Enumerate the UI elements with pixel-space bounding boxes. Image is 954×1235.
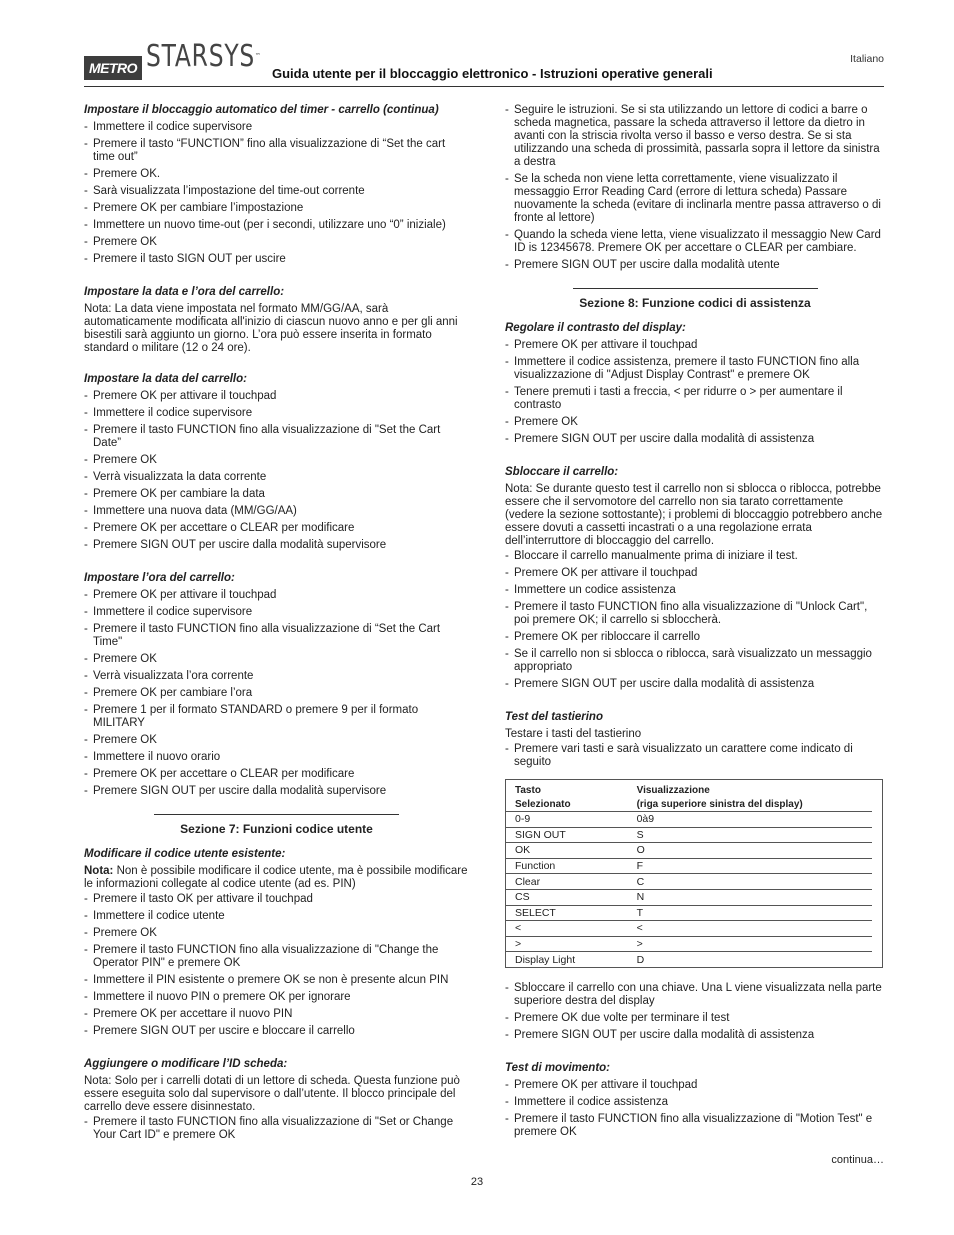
step-list: [505, 104, 885, 272]
list-item: - Premere OK: [84, 236, 469, 249]
list-item: - Immettere il codice supervisore: [84, 407, 469, 420]
section-heading: Impostare l’ora del carrello:: [84, 572, 235, 584]
section-heading: Impostare la data e l’ora del carrello:: [84, 286, 285, 298]
list-item: - Premere OK: [84, 653, 469, 666]
section-heading: Modificare il codice utente esistente:: [84, 848, 286, 860]
step-list: [505, 339, 885, 446]
note-text: Nota: Solo per i carrelli dotati di un lettore di scheda. Questa funzione può essere eseguita solo dal supervisore o dall’utente. Il blocco principale del carrello deve essere disinnestato.: [84, 1075, 460, 1113]
list-item: - Premere OK per cambiare la data: [84, 488, 469, 501]
document-title: Guida utente per il bloccaggio elettronico - Istruzioni operative generali: [272, 66, 713, 81]
step-list: [505, 550, 885, 691]
list-item: - Premere OK per attivare il touchpad: [84, 589, 469, 602]
table-header: (riga superiore sinistra del display): [629, 797, 872, 812]
step-list: [505, 982, 885, 1042]
starsys-logo: STARSYS™: [146, 39, 262, 74]
step-list: [84, 390, 469, 552]
list-item: - Se il carrello non si sblocca o riblocca, sarà visualizzato un messaggio appropriato: [505, 648, 885, 674]
section-heading: Impostare la data del carrello:: [84, 373, 247, 385]
display-cell: 0à9: [629, 812, 872, 828]
list-item: - Immettere il codice utente: [84, 910, 469, 923]
list-item: - Immettere un codice assistenza: [505, 584, 885, 597]
list-item: - Immettere il nuovo PIN o premere OK per ignorare: [84, 991, 469, 1004]
list-item: - Premere OK: [84, 734, 469, 747]
key-cell: <: [506, 921, 629, 937]
metro-logo: METRO: [84, 56, 142, 80]
keypad-table: [505, 779, 883, 968]
list-item: - Premere OK per attivare il touchpad: [505, 567, 885, 580]
list-item: - Immettere il nuovo orario: [84, 751, 469, 764]
list-item: - Premere SIGN OUT per uscire dalla modalità di assistenza: [505, 678, 885, 691]
list-item: - Verrà visualizzata l’ora corrente: [84, 670, 469, 683]
key-cell: Display Light: [515, 953, 576, 966]
table-row: [506, 828, 882, 844]
step-list: [84, 589, 469, 798]
list-item: - Premere OK: [505, 416, 885, 429]
list-item: - Bloccare il carrello manualmente prima di iniziare il test.: [505, 550, 885, 563]
step-list: [84, 1116, 469, 1142]
list-item: - Premere SIGN OUT per uscire dalla modalità di assistenza: [505, 433, 885, 446]
list-item: - Premere OK: [84, 454, 469, 467]
list-item: - Premere il tasto FUNCTION fino alla visualizzazione di "Set or Change Your Cart ID" e premere OK: [84, 1116, 469, 1142]
step-list: [505, 743, 885, 769]
list-item: - Premere OK per cambiare l’impostazione: [84, 202, 469, 215]
table-row: [506, 906, 882, 922]
section-7-title: Sezione 7: Funzioni codice utente: [180, 822, 373, 836]
list-item: - Immettere il codice supervisore: [84, 606, 469, 619]
key-cell: Function: [506, 859, 629, 875]
table-row: [506, 812, 882, 828]
display-cell: >: [629, 937, 872, 953]
list-item: - Premere OK per attivare il touchpad: [505, 1079, 885, 1092]
list-item: - Premere SIGN OUT per uscire dalla modalità supervisore: [84, 539, 469, 552]
section-heading: Aggiungere o modificare l’ID scheda:: [84, 1058, 288, 1070]
page-number: 23: [470, 1176, 484, 1188]
note-text: Nota: Se durante questo test il carrello non si sblocca o riblocca, potrebbe essere che il servomotore del carrello non sia tarato correttamente (vedere la sezione sottostante); i problemi di bloccaggio potrebbero anche essere dovuti a cassetti incastrati o a una regolazione errata dell’interruttore di bloccaggio del carrello.: [505, 483, 883, 547]
list-item: - Premere SIGN OUT per uscire dalla modalità di assistenza: [505, 1029, 885, 1042]
key-cell: 0-9: [506, 812, 629, 828]
step-list: [84, 121, 469, 266]
list-item: - Premere OK per accettare o CLEAR per modificare: [84, 522, 469, 535]
display-cell: <: [629, 921, 872, 937]
step-list: [505, 1079, 885, 1139]
list-item: - Premere OK per attivare il touchpad: [84, 390, 469, 403]
list-item: - Premere OK per accettare o CLEAR per modificare: [84, 768, 469, 781]
list-item: - Premere OK due volte per terminare il test: [505, 1012, 885, 1025]
list-item: - Immettere un nuovo time-out (per i secondi, utilizzare uno “0” iniziale): [84, 219, 469, 232]
table-header: Visualizzazione: [636, 784, 710, 796]
list-item: - Premere OK.: [84, 168, 469, 181]
list-item: - Sarà visualizzata l’impostazione del time-out corrente: [84, 185, 469, 198]
table-row: [506, 890, 882, 906]
section-divider: [154, 814, 399, 815]
list-item: - Immettere una nuova data (MM/GG/AA): [84, 505, 469, 518]
list-item: - Premere il tasto SIGN OUT per uscire: [84, 253, 469, 266]
display-cell: N: [629, 890, 872, 906]
list-item: - Premere SIGN OUT per uscire dalla modalità utente: [505, 259, 885, 272]
header-divider: [84, 86, 884, 87]
section-heading: Regolare il contrasto del display:: [505, 322, 686, 334]
section-heading: Sbloccare il carrello:: [505, 466, 619, 478]
language-label: Italiano: [850, 53, 884, 65]
list-item: - Premere OK per attivare il touchpad: [505, 339, 885, 352]
list-item: - Premere OK per cambiare l’ora: [84, 687, 469, 700]
list-item: - Se la scheda non viene letta correttamente, viene visualizzato il messaggio Error Reading Card (errore di lettura scheda) Passare nuovamente la scheda (evitare di inclinarla mentre passa attraverso o di fronte al lettore): [505, 173, 885, 225]
note-text: Nota: La data viene impostata nel formato MM/GG/AA, sarà automaticamente modificata all'inizio di ciascun nuovo anno e per gli anni bisestili sarà aggiunto un giorno. L’ora può essere inserita in formato standard o militare (12 o 24 ore).: [84, 303, 458, 354]
key-cell: Clear: [506, 874, 629, 890]
section-heading: Impostare il bloccaggio automatico del timer - carrello (continua): [84, 104, 439, 116]
list-item: - Immettere il codice assistenza, premere il tasto FUNCTION fino alla visualizzazione di "Adjust Display Contrast" e premere OK: [505, 356, 885, 382]
key-cell: >: [506, 937, 629, 953]
right-column: [505, 104, 885, 1143]
continued-label: continua…: [831, 1154, 884, 1166]
display-cell: O: [629, 843, 872, 859]
section-divider: [573, 288, 818, 289]
display-cell: C: [629, 874, 872, 890]
list-item: - Tenere premuti i tasti a freccia, < per ridurre o > per aumentare il contrasto: [505, 386, 885, 412]
section-8-title: Sezione 8: Funzione codici di assistenza: [579, 296, 811, 310]
display-cell: F: [629, 859, 872, 875]
list-item: - Premere vari tasti e sarà visualizzato un carattere come indicato di seguito: [505, 743, 885, 769]
list-item: - Seguire le istruzioni. Se si sta utilizzando un lettore di codici a barre o scheda magnetica, passare la scheda attraverso il lettore da dietro in avanti con la striscia rivolta verso il basso e verso destra. Se si sta utilizzando una scheda di prossimità, passarla sopra il lettore da sinistra a destra: [505, 104, 885, 169]
list-item: - Premere OK per accettare il nuovo PIN: [84, 1008, 469, 1021]
section-heading: Test del tastierino: [505, 711, 603, 723]
table-row: [506, 859, 882, 875]
list-item: - Sbloccare il carrello con una chiave. Una L viene visualizzata nella parte superiore destra del display: [505, 982, 885, 1008]
table-header: Selezionato: [506, 797, 629, 812]
table-row: [506, 952, 882, 967]
section-heading: Test di movimento:: [505, 1061, 610, 1074]
table-row: [506, 874, 882, 890]
key-cell: SIGN OUT: [506, 828, 629, 844]
page-header: [84, 39, 884, 86]
step-list: [84, 893, 469, 1038]
display-cell: D: [636, 953, 645, 966]
list-item: - Premere OK: [84, 927, 469, 940]
display-cell: S: [629, 828, 872, 844]
list-item: - Premere il tasto “FUNCTION” fino alla visualizzazione di “Set the cart time out”: [84, 138, 469, 164]
list-item: - Premere il tasto FUNCTION fino alla visualizzazione di "Change the Operator PIN" e premere OK: [84, 944, 469, 970]
intro-text: Testare i tasti del tastierino: [505, 728, 642, 740]
list-item: - Premere SIGN OUT per uscire dalla modalità supervisore: [84, 785, 469, 798]
list-item: - Verrà visualizzata la data corrente: [84, 471, 469, 484]
table-row: [506, 843, 882, 859]
display-cell: T: [629, 906, 872, 922]
list-item: - Premere 1 per il formato STANDARD o premere 9 per il formato MILITARY: [84, 704, 469, 730]
list-item: - Immettere il codice assistenza: [505, 1096, 885, 1109]
table-row: [506, 921, 882, 937]
list-item: - Immettere il codice supervisore: [84, 121, 469, 134]
table-row: [506, 937, 882, 953]
list-item: - Premere il tasto FUNCTION fino alla visualizzazione di "Set the Cart Date”: [84, 424, 469, 450]
key-cell: SELECT: [506, 906, 629, 922]
key-cell: CS: [506, 890, 629, 906]
list-item: - Immettere il PIN esistente o premere OK se non è presente alcun PIN: [84, 974, 469, 987]
key-cell: OK: [506, 843, 629, 859]
note-text: Nota: Non è possibile modificare il codice utente, ma è possibile modificare le informazioni collegate al codice utente (ad es. PIN): [84, 865, 468, 890]
table-header: Tasto: [515, 784, 541, 796]
list-item: - Premere il tasto OK per attivare il touchpad: [84, 893, 469, 906]
list-item: - Premere SIGN OUT per uscire e bloccare il carrello: [84, 1025, 469, 1038]
list-item: - Quando la scheda viene letta, viene visualizzato il messaggio New Card ID is 12345678. Premere OK per accettare o CLEAR per cambiare.: [505, 229, 885, 255]
list-item: - Premere il tasto FUNCTION fino alla visualizzazione di “Set the Cart Time": [84, 623, 469, 649]
list-item: - Premere il tasto FUNCTION fino alla visualizzazione di "Unlock Cart", poi premere OK; il carrello si sbloccherà.: [505, 601, 885, 627]
left-column: [84, 104, 469, 1146]
list-item: - Premere il tasto FUNCTION fino alla visualizzazione di "Motion Test" e premere OK: [505, 1113, 885, 1139]
list-item: - Premere OK per ribloccare il carrello: [505, 631, 885, 644]
